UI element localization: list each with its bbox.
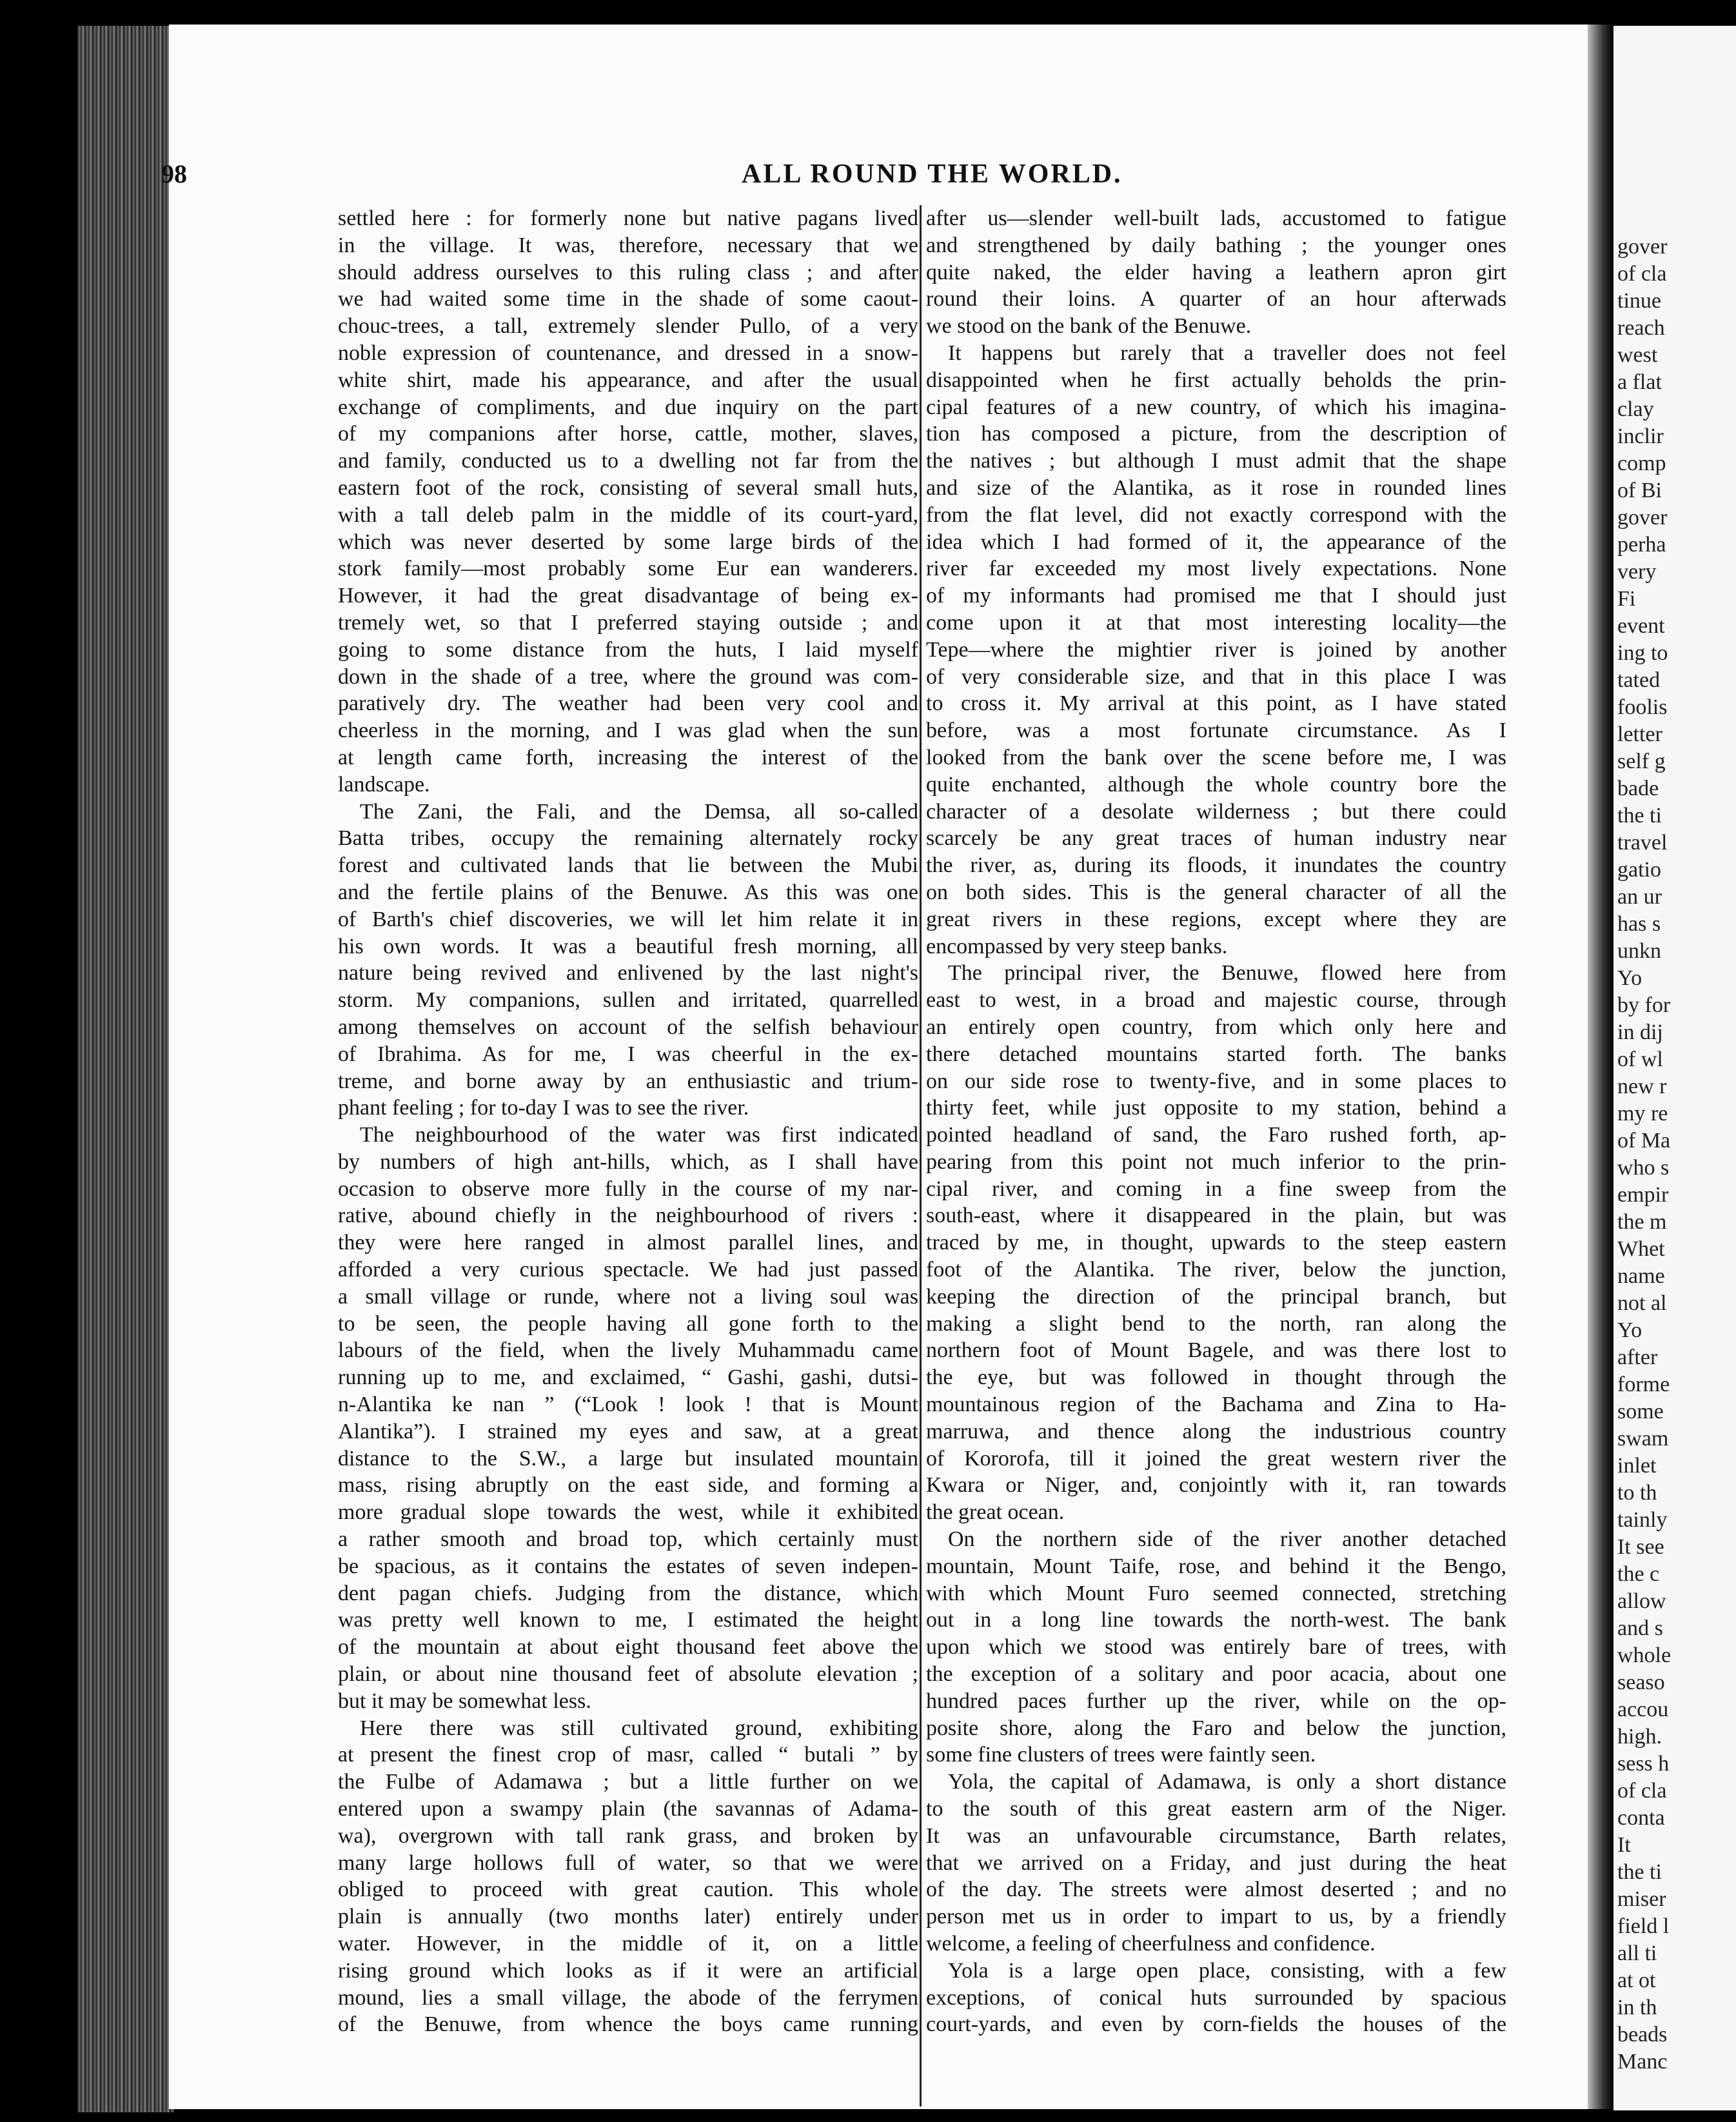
text-line: and the fertile plains of the Benuwe. As this was one xyxy=(338,880,918,904)
facing-page-fragment: at ot xyxy=(1617,1968,1656,1992)
facing-page-fragment: the ti xyxy=(1617,1860,1662,1884)
facing-page-fragment: in th xyxy=(1617,1996,1657,2019)
text-line: The Zani, the Fali, and the Demsa, all so-called xyxy=(360,799,918,824)
text-line: rising ground which looks as if it were an artificial xyxy=(338,1958,918,1983)
text-line: river far exceeded my most lively expectations. None xyxy=(926,557,1506,581)
facing-page-fragment: gover xyxy=(1617,235,1668,259)
text-line: afforded a very curious spectacle. We had just passed xyxy=(338,1258,918,1282)
text-line: should address ourselves to this ruling class ; and after xyxy=(338,260,918,284)
text-line: occasion to observe more fully in the course of my nar- xyxy=(338,1176,918,1201)
text-line: northern foot of Mount Bagele, and was there lost to xyxy=(926,1338,1506,1363)
facing-page-fragment: event xyxy=(1617,614,1665,638)
text-line: by numbers of high ant-hills, which, as I shall have xyxy=(338,1149,918,1174)
text-line: of Barth's chief discoveries, we will let him relate it in xyxy=(338,907,918,931)
text-line: quite naked, the elder having a leathern apron girt xyxy=(926,260,1506,284)
facing-page-fragment: after xyxy=(1617,1345,1658,1369)
facing-page-fragment: tinue xyxy=(1617,289,1661,313)
text-line: nature being revived and enlivened by the last night's xyxy=(338,961,918,986)
text-line: tion has composed a picture, from the description of xyxy=(926,422,1506,446)
text-line: south-east, where it disappeared in the plain, but was xyxy=(926,1204,1506,1228)
running-head: ALL ROUND THE WORLD. xyxy=(742,159,1123,189)
text-line: cheerless in the morning, and I was glad when the sun xyxy=(338,719,918,743)
text-line: white shirt, made his appearance, and after the usual xyxy=(338,368,918,392)
text-line: exceptions, of conical huts surrounded by spacious xyxy=(926,1985,1506,2010)
text-line: chouc-trees, a tall, extremely slender Pullo, of a very xyxy=(338,314,918,339)
text-line: storm. My companions, sullen and irritated, quarrelled xyxy=(338,988,918,1013)
text-line: scarcely be any great traces of human industry near xyxy=(926,826,1506,851)
text-line: and size of the Alantika, as it rose in rounded lines xyxy=(926,475,1506,500)
text-line: but it may be somewhat less. xyxy=(338,1689,591,1713)
facing-page-edge xyxy=(1613,26,1736,2110)
facing-page-fragment: Yo xyxy=(1617,966,1642,990)
text-line: out in a long line towards the north-west. The bank xyxy=(926,1608,1506,1632)
text-line: to cross it. My arrival at this point, as I have stated xyxy=(926,691,1506,716)
text-line: tremely wet, so that I preferred staying outside ; and xyxy=(338,610,918,635)
facing-page-fragment: sess h xyxy=(1617,1752,1670,1776)
text-line: Kwara or Niger, and, conjointly with it, ran towards xyxy=(926,1473,1506,1498)
text-line: at present the finest crop of masr, called “ butali ” by xyxy=(338,1743,918,1767)
text-line: cipal features of a new country, of which his imagina- xyxy=(926,395,1506,419)
text-line: and strengthened by daily bathing ; the younger ones xyxy=(926,233,1506,257)
facing-page-fragment: field l xyxy=(1617,1914,1670,1938)
text-line: some fine clusters of trees were faintly seen. xyxy=(926,1743,1316,1767)
text-line: encompassed by very steep banks. xyxy=(926,934,1228,958)
text-line: labours of the field, when the lively Muhammadu came xyxy=(338,1338,918,1363)
text-line: rative, abound chiefly in the neighbourhood of rivers : xyxy=(338,1204,918,1228)
text-line: the natives ; but although I must admit that the shape xyxy=(926,449,1506,473)
facing-page-fragment: very xyxy=(1617,560,1657,584)
text-line: of the mountain at about eight thousand feet above the xyxy=(338,1635,918,1660)
text-line: of Ibrahima. As for me, I was cheerful in the ex- xyxy=(338,1042,918,1066)
text-line: The neighbourhood of the water was first indicated xyxy=(360,1123,918,1147)
text-line: Yola, the capital of Adamawa, is only a short distance xyxy=(948,1770,1506,1794)
text-line: in the village. It was, therefore, necessary that we xyxy=(338,233,918,257)
text-line: that we arrived on a Friday, and just during the heat xyxy=(926,1850,1506,1875)
text-line: with a tall deleb palm in the middle of its court-yard, xyxy=(338,502,918,527)
text-line: mass, rising abruptly on the east side, and forming a xyxy=(338,1473,918,1498)
facing-page-fragment: bade xyxy=(1617,777,1659,800)
text-line: disappointed when he first actually beholds the prin- xyxy=(926,368,1506,392)
column-divider xyxy=(920,205,922,2107)
text-line: water. However, in the middle of it, on a little xyxy=(338,1932,918,1956)
facing-page-fragment: clay xyxy=(1617,397,1654,421)
facing-page-fragment: an ur xyxy=(1617,885,1662,909)
facing-page-fragment: inclir xyxy=(1617,424,1664,448)
facing-page-fragment: of wl xyxy=(1617,1047,1663,1071)
facing-page-fragment: in dij xyxy=(1617,1020,1663,1044)
text-line: idea which I had formed of it, the appearance of the xyxy=(926,530,1506,554)
left-text-column xyxy=(338,205,918,2038)
facing-page-fragment: It see xyxy=(1617,1535,1664,1559)
text-line: with which Mount Furo seemed connected, stretching xyxy=(926,1581,1506,1605)
text-line: mountainous region of the Bachama and Zina to Ha- xyxy=(926,1393,1506,1417)
text-line: exchange of compliments, and due inquiry on the part xyxy=(338,395,918,419)
text-line: Yola is a large open place, consisting, with a few xyxy=(948,1958,1506,1983)
facing-page-fragment: west xyxy=(1617,343,1658,367)
facing-page-text xyxy=(1613,233,1671,2076)
text-line: great rivers in these regions, except where they are xyxy=(926,907,1506,931)
text-line: of the Benuwe, from whence the boys came running xyxy=(338,2012,918,2037)
text-line: distance to the S.W., a large but insulated mountain xyxy=(338,1446,918,1471)
text-line: wa), overgrown with tall rank grass, and broken by xyxy=(338,1823,918,1848)
facing-page-fragment: inlet xyxy=(1617,1454,1657,1478)
text-line: marruwa, and thence along the industrious country xyxy=(926,1419,1506,1443)
text-line: of Kororofa, till it joined the great western river the xyxy=(926,1446,1506,1471)
text-line: east to west, in a broad and majestic course, through xyxy=(926,988,1506,1013)
text-line: making a slight bend to the north, ran along the xyxy=(926,1311,1506,1336)
facing-page-fragment: my re xyxy=(1617,1102,1668,1125)
facing-page-fragment: seaso xyxy=(1617,1671,1665,1694)
text-line: a small village or runde, where not a living soul was xyxy=(338,1284,918,1309)
page-number: 98 xyxy=(161,159,187,188)
facing-page-fragment: Yo xyxy=(1617,1318,1642,1342)
facing-page-fragment: travel xyxy=(1617,831,1668,855)
text-line: be spacious, as it contains the estates of seven indepen- xyxy=(338,1554,918,1578)
facing-page-fragment: and s xyxy=(1617,1616,1663,1640)
text-line: many large hollows full of water, so that we were xyxy=(338,1850,918,1875)
facing-page-fragment: empir xyxy=(1617,1183,1669,1207)
facing-page-fragment: perha xyxy=(1617,533,1666,557)
facing-page-fragment: by for xyxy=(1617,993,1671,1017)
text-line: Tepe—where the mightier river is joined by another xyxy=(926,637,1506,662)
facing-page-fragment: of cla xyxy=(1617,262,1667,286)
facing-page-fragment: foolis xyxy=(1617,695,1668,719)
facing-page-fragment: miser xyxy=(1617,1887,1666,1911)
text-line: obliged to proceed with great caution. This whole xyxy=(338,1878,918,1902)
text-line: stork family—most probably some Eur ean wanderers. xyxy=(338,557,918,581)
book-spine-edge xyxy=(77,26,174,2112)
facing-page-fragment: conta xyxy=(1617,1806,1665,1830)
text-line: On the northern side of the river another detached xyxy=(948,1527,1506,1552)
text-line: to the south of this great eastern arm of the Niger. xyxy=(926,1797,1506,1821)
facing-page-fragment: of cla xyxy=(1617,1779,1667,1803)
text-line: pointed headland of sand, the Faro rushed forth, ap- xyxy=(926,1123,1506,1147)
facing-page-fragment: who s xyxy=(1617,1156,1670,1180)
text-line: traced by me, in thought, upwards to the steep eastern xyxy=(926,1231,1506,1255)
facing-page-fragment: the ti xyxy=(1617,804,1662,828)
text-line: plain, or about nine thousand feet of absolute elevation ; xyxy=(338,1662,918,1687)
text-line: mountain, Mount Taife, rose, and behind it the Bengo, xyxy=(926,1554,1506,1578)
facing-page-fragment: gatio xyxy=(1617,858,1661,882)
facing-page-fragment: whole xyxy=(1617,1643,1672,1667)
text-line: keeping the direction of the principal branch, but xyxy=(926,1284,1506,1309)
text-line: his own words. It was a beautiful fresh morning, all xyxy=(338,934,918,958)
facing-page-fragment: tainly xyxy=(1617,1508,1668,1532)
text-line: posite shore, along the Faro and below the junction, xyxy=(926,1716,1506,1740)
facing-page-fragment: accou xyxy=(1617,1698,1669,1721)
text-line: the eye, but was followed in thought through the xyxy=(926,1365,1506,1390)
facing-page-fragment: forme xyxy=(1617,1373,1670,1396)
facing-page-fragment: Manc xyxy=(1617,2050,1668,2074)
facing-page-fragment: some xyxy=(1617,1400,1664,1423)
text-line: on our side rose to twenty-five, and in some places to xyxy=(926,1069,1506,1093)
text-line: foot of the Alantika. The river, below the junction, xyxy=(926,1258,1506,1282)
facing-page-fragment: It xyxy=(1617,1833,1631,1857)
text-line: n-Alantika ke nan ” (“Look ! look ! that is Mount xyxy=(338,1393,918,1417)
page-gutter xyxy=(1588,25,1613,2109)
text-line: of very considerable size, and that in this place I was xyxy=(926,664,1506,689)
facing-page-fragment: Fi xyxy=(1617,587,1636,611)
text-line: hundred paces further up the river, while on the op- xyxy=(926,1689,1506,1713)
text-line: Batta tribes, occupy the remaining alternately rocky xyxy=(338,826,918,851)
text-line: Here there was still cultivated ground, exhibiting xyxy=(360,1716,918,1740)
text-line: landscape. xyxy=(338,772,430,797)
facing-page-fragment: high. xyxy=(1617,1725,1662,1749)
text-line: mound, lies a small village, the abode of the ferrymen xyxy=(338,1985,918,2010)
text-line: they were here ranged in almost parallel lines, and xyxy=(338,1231,918,1255)
text-line: there detached mountains started forth. The banks xyxy=(926,1042,1506,1066)
text-line: welcome, a feeling of cheerfulness and confidence. xyxy=(926,1932,1376,1956)
text-line: treme, and borne away by an enthusiastic and trium- xyxy=(338,1069,918,1093)
text-line: we had waited some time in the shade of some caout- xyxy=(338,287,918,312)
facing-page-fragment: to th xyxy=(1617,1481,1657,1505)
text-line: from the flat level, did not exactly correspond with the xyxy=(926,502,1506,527)
text-line: looked from the bank over the scene before me, I was xyxy=(926,745,1506,769)
facing-page-fragment: the m xyxy=(1617,1210,1667,1234)
facing-page-fragment: swam xyxy=(1617,1427,1669,1451)
facing-page-fragment: all ti xyxy=(1617,1941,1657,1965)
facing-page-fragment: reach xyxy=(1617,316,1665,340)
text-line: a rather smooth and broad top, which certainly must xyxy=(338,1527,918,1552)
text-line: noble expression of countenance, and dressed in a snow- xyxy=(338,341,918,365)
facing-page-fragment: unkn xyxy=(1617,939,1661,963)
text-line: the great ocean. xyxy=(926,1500,1065,1525)
text-line: an entirely open country, from which only here and xyxy=(926,1015,1506,1039)
text-line: person met us in order to impart to us, by a friendly xyxy=(926,1905,1506,1929)
text-line: forest and cultivated lands that lie between the Mubi xyxy=(338,853,918,878)
text-line: of the day. The streets were almost deserted ; and no xyxy=(926,1878,1506,1902)
right-text-column xyxy=(926,205,1506,2038)
facing-page-fragment: of Ma xyxy=(1617,1129,1671,1153)
text-line: pearing from this point not much inferior to the prin- xyxy=(926,1149,1506,1174)
text-line: upon which we stood was entirely bare of trees, with xyxy=(926,1635,1506,1660)
text-line: However, it had the great disadvantage of being ex- xyxy=(338,584,918,608)
text-line: round their loins. A quarter of an hour afterwads xyxy=(926,287,1506,312)
facing-page-fragment: comp xyxy=(1617,451,1666,475)
facing-page-fragment: beads xyxy=(1617,2023,1668,2047)
text-line: after us—slender well-built lads, accustomed to fatigue xyxy=(926,206,1506,230)
text-line: which was never deserted by some large birds of the xyxy=(338,530,918,554)
text-line: paratively dry. The weather had been very cool and xyxy=(338,691,918,716)
text-line: come upon it at that most interesting locality—the xyxy=(926,610,1506,635)
text-line: thirty feet, while just opposite to my station, behind a xyxy=(926,1096,1506,1120)
facing-page-fragment: a flat xyxy=(1617,370,1662,394)
text-line: we stood on the bank of the Benuwe. xyxy=(926,314,1252,339)
text-line: of my companions after horse, cattle, mother, slaves, xyxy=(338,422,918,446)
text-line: character of a desolate wilderness ; but there could xyxy=(926,799,1506,824)
text-line: It was an unfavourable circumstance, Barth relates, xyxy=(926,1823,1506,1848)
facing-page-fragment: the c xyxy=(1617,1562,1660,1586)
text-line: quite enchanted, although the whole country bore the xyxy=(926,772,1506,797)
text-line: Alantika”). I strained my eyes and saw, at a great xyxy=(338,1419,918,1443)
facing-page-fragment: ing to xyxy=(1617,641,1668,665)
text-line: the river, as, during its floods, it inundates the country xyxy=(926,853,1506,878)
facing-page-fragment: name xyxy=(1617,1264,1665,1288)
text-line: on both sides. This is the general character of all the xyxy=(926,880,1506,904)
text-line: the exception of a solitary and poor acacia, about one xyxy=(926,1662,1506,1687)
text-line: of my informants had promised me that I should just xyxy=(926,584,1506,608)
text-line: plain is annually (two months later) entirely under xyxy=(338,1905,918,1929)
text-line: cipal river, and coming in a fine sweep from the xyxy=(926,1176,1506,1201)
text-line: running up to me, and exclaimed, “ Gashi, gashi, dutsi- xyxy=(338,1365,918,1390)
text-line: the Fulbe of Adamawa ; but a little further on we xyxy=(338,1770,918,1794)
facing-page-fragment: self g xyxy=(1617,749,1666,773)
text-line: before, was a most fortunate circumstance. As I xyxy=(926,719,1506,743)
text-line: eastern foot of the rock, consisting of several small huts, xyxy=(338,475,918,500)
text-line: entered upon a swampy plain (the savannas of Adama- xyxy=(338,1797,918,1821)
text-line: going to some distance from the huts, I laid myself xyxy=(338,637,918,662)
text-line: was pretty well known to me, I estimated the height xyxy=(338,1608,918,1632)
facing-page-fragment: Whet xyxy=(1617,1237,1665,1261)
facing-page-fragment: of Bi xyxy=(1617,479,1662,502)
text-line: and family, conducted us to a dwelling not far from the xyxy=(338,449,918,473)
text-line: It happens but rarely that a traveller does not feel xyxy=(948,341,1506,365)
text-line: to be seen, the people having all gone forth to the xyxy=(338,1311,918,1336)
text-line: phant feeling ; for to-day I was to see the river. xyxy=(338,1096,749,1120)
text-line: at length came forth, increasing the interest of the xyxy=(338,745,918,769)
text-line: court-yards, and even by corn-fields the houses of the xyxy=(926,2012,1506,2037)
facing-page-fragment: letter xyxy=(1617,722,1662,746)
text-line: among themselves on account of the selfish behaviour xyxy=(338,1015,918,1039)
facing-page-fragment: new r xyxy=(1617,1075,1667,1098)
text-line: The principal river, the Benuwe, flowed here from xyxy=(948,961,1506,986)
text-line: dent pagan chiefs. Judging from the distance, which xyxy=(338,1581,918,1605)
facing-page-fragment: has s xyxy=(1617,912,1661,936)
facing-page-fragment: not al xyxy=(1617,1291,1667,1315)
text-line: settled here : for formerly none but native pagans lived xyxy=(338,206,918,230)
facing-page-fragment: allow xyxy=(1617,1589,1666,1613)
text-line: more gradual slope towards the west, while it exhibited xyxy=(338,1500,918,1525)
facing-page-fragment: gover xyxy=(1617,506,1668,530)
text-line: down in the shade of a tree, where the ground was com- xyxy=(338,664,918,689)
facing-page-fragment: tated xyxy=(1617,668,1661,692)
